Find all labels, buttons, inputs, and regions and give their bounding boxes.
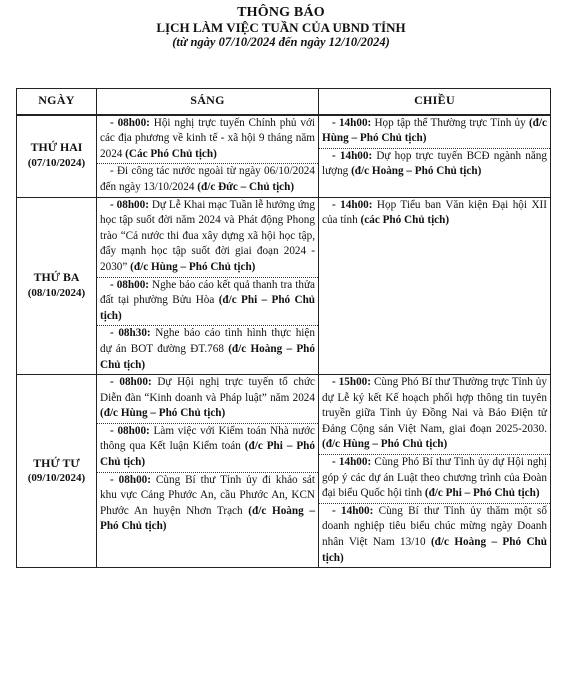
afternoon-cell [319,115,551,197]
table-row [17,375,551,568]
table-row [17,115,551,197]
day-name: THỨ BA [33,270,80,285]
afternoon-cell [319,375,551,568]
column-header-afternoon: CHIỀU [319,89,551,115]
day-cell [17,115,97,197]
table-row [17,197,551,375]
day-date: (09/10/2024) [27,472,86,485]
notice-title: THÔNG BÁO [237,5,325,20]
day-name: THỨ HAI [30,140,83,155]
schedule-entry: - 08h00: Dự Hội nghị trực tuyến tổ chức Diễn đàn “Kinh doanh và Pháp luật” năm 2024 (đ/c Hùng – Phó Chủ tịch) [100,376,315,420]
schedule-entry: - 14h00: Họp Tiểu ban Văn kiện Đại hội XII của tỉnh (các Phó Chủ tịch) [322,198,547,227]
column-header-day: NGÀY [17,89,97,115]
schedule-entry: - 08h00: Làm việc với Kiểm toán Nhà nước thông qua Kết luận Kiểm toán (đ/c Phi – Phó Chủ tịch) [97,423,318,472]
schedule-entry: - 15h00: Cùng Phó Bí thư Thường trực Tỉnh ủy dự Lễ ký kết Kế hoạch phối hợp thông tin tuyên truyền giữa Tỉnh ủy Đồng Nai và Báo Điện tử Đảng Cộng sản Việt Nam, giai đoạn 2025-2030. (đ/c Hùng – Phó Chủ tịch) [322,376,547,451]
morning-cell [97,197,319,375]
schedule-entry: - Đi công tác nước ngoài từ ngày 06/10/2024 đến ngày 13/10/2024 (đ/c Đức – Chủ tịch) [97,163,318,196]
schedule-entry: - 14h00: Dự họp trực tuyến BCĐ ngành năng lượng (đ/c Hoàng – Phó Chủ tịch) [319,148,550,181]
morning-cell [97,375,319,568]
column-header-morning: SÁNG [97,89,319,115]
schedule-subtitle: LỊCH LÀM VIỆC TUẦN CỦA UBND TỈNH [156,20,406,35]
schedule-entry: - 14h00: Cùng Bí thư Tỉnh ủy thăm một số doanh nghiệp tiêu biểu chúc mừng ngày Doanh nhân Việt Nam 13/10 (đ/c Hoàng – Phó Chủ tịch) [319,503,550,567]
day-date: (07/10/2024) [27,157,86,170]
date-range: (từ ngày 07/10/2024 đến ngày 12/10/2024) [172,35,390,49]
day-date: (08/10/2024) [27,286,86,299]
weekly-schedule-table [16,88,551,568]
schedule-entry: - 14h00: Họp tập thể Thường trực Tỉnh ủy (đ/c Hùng – Phó Chủ tịch) [322,116,547,145]
document-header [0,5,562,50]
schedule-entry: - 08h00: Hội nghị trực tuyến Chính phủ với các địa phương về kinh tế - xã hội 9 tháng năm 2024 (Các Phó Chủ tịch) [100,116,315,160]
morning-cell [97,115,319,197]
schedule-entry: - 14h00: Cùng Phó Bí thư Tỉnh ủy dự Hội nghị góp ý các dự án Luật theo chương trình của Đoàn đại biểu Quốc hội tỉnh (đ/c Phi – Phó Chủ tịch) [319,454,550,503]
schedule-entry: - 08h30: Nghe báo cáo tình hình thực hiện dự án BOT đường ĐT.768 (đ/c Hoàng – Phó Chủ tịch) [97,325,318,374]
schedule-entry: - 08h00: Nghe báo cáo kết quả thanh tra thửa đất tại phường Bửu Hòa (đ/c Phi – Phó Chủ tịch) [97,277,318,326]
day-cell [17,197,97,375]
schedule-entry: - 08h00: Cùng Bí thư Tỉnh ủy đi khảo sát khu vực Cảng Phước An, cầu Phước An, KCN Phước An huyện Nhơn Trạch (đ/c Hoàng – Phó Chủ tịch) [97,472,318,536]
afternoon-cell [319,197,551,375]
table-header-row [17,89,551,115]
day-cell [17,375,97,568]
day-name: THỨ TƯ [33,455,80,470]
schedule-entry: - 08h00: Dự Lễ Khai mạc Tuần lễ hưởng ứng học tập suốt đời năm 2024 và Phát động Phong trào “Cả nước thi đua xây dựng xã hội học tập, đẩy mạnh học tập suốt đời giai đoạn 2024 - 2030” (đ/c Hùng – Phó Chủ tịch) [100,198,315,273]
